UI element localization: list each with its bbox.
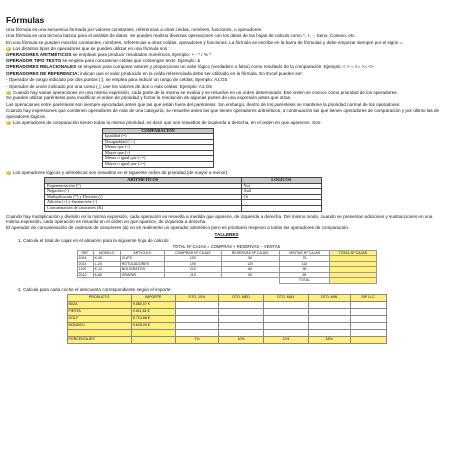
discount-input-cell[interactable] <box>350 322 386 329</box>
column-header: DTO. MAX <box>264 294 309 301</box>
amount-cell: 9.625,00 € <box>131 322 175 329</box>
body-paragraph: Cuando hay expresiones que contienen operadores de más de una categoría, se resuelve antes las que tienen operadores aritméticos, a continuación las que tienen operadores de comparación y por último las de operadores lógicos. <box>6 108 440 119</box>
intro-paragraph: En una fórmula se pueden mezclar constantes, nombres, referencias a otras celdas, operadores y funciones. La fórmula se escribe en la barra de fórmulas y debe empezar siempre por el signo =. <box>6 39 404 45</box>
task-item: 2. Calcula para cada coche el descuento correspondiente según el importe: <box>18 286 172 292</box>
table-cell: Exponenciación (^) <box>45 183 242 189</box>
table-cell: Igualdad (=) <box>103 134 214 140</box>
discount-input-cell[interactable] <box>264 329 309 336</box>
amount-cell: 9.580,07 € <box>131 301 175 308</box>
operator-definition: OPERADORES DE REFERENCIA: indican que el valor producido en la celda referenciada debe ser utilizado en la fórmula. En Excel pueden ser: <box>6 70 303 76</box>
discount-input-cell[interactable] <box>175 301 218 308</box>
discount-input-cell[interactable] <box>175 308 218 315</box>
discount-input-cell[interactable] <box>350 308 386 315</box>
percentage-cell: 11% <box>264 336 309 343</box>
discount-input-cell[interactable] <box>308 322 350 329</box>
reference-item: - Operador de unión indicado por una coma (,), une los valores de dos o más celdas. Ejemplo: A1,G5 <box>6 83 212 89</box>
table-cell: ROTULADORES <box>120 261 164 266</box>
table-header: COMPARACIÓN <box>103 128 214 134</box>
priority-table <box>44 177 322 212</box>
table-row <box>67 301 386 308</box>
discount-input-cell[interactable] <box>175 315 218 322</box>
discount-input-cell[interactable] <box>308 301 350 308</box>
table-cell: K-80 <box>93 272 120 277</box>
table-row <box>67 308 386 315</box>
operator-definition: OPERADORES ARITMÉTICOS se emplean para producir resultados numéricos. Ejemplo: + - * / % ^ <box>6 51 212 57</box>
formula-line: TOTAL Nº CAJAS = COMPRAS + RESERVAS − VENTAS <box>172 243 281 249</box>
column-header: PRODUCTO <box>67 294 131 301</box>
percentage-cell: 10% <box>219 336 264 343</box>
product-cell <box>67 329 131 336</box>
reference-item: - Operador de rango indicado por dos puntos (:), se emplea para indicar un rango de celdas. Ejemplo: A1:G5 <box>6 77 228 83</box>
table-cell: CLIPS <box>120 256 164 261</box>
table-cell: 65 <box>279 272 330 277</box>
table-cell: Menor o igual que (<=) <box>103 156 214 162</box>
column-header: DTO. MIN <box>308 294 350 301</box>
column-header: MODELO <box>93 251 120 256</box>
column-header: RESERVAS Nº CAJAS <box>221 251 279 256</box>
column-header: VENTAS Nº CAJAS <box>279 251 330 256</box>
column-header: DTO. MED <box>219 294 264 301</box>
body-paragraph: Cuando hay multiplicación y división en la misma expresión, cada operación es resuelta a medida que aparece, de izquierda a derecha. Del mismo modo, cuando se presentan adiciones y sustracciones en una misma expresión, cada operación es resuelta en el orden en que aparece, de izquierda a derecha. <box>6 213 433 225</box>
percentage-cell: 7% <box>175 336 218 343</box>
body-paragraph: El operador de concatenación de cadenas de caracteres (&) no es realmente un operador aritmético pero es prioritario respecto a todos los operadores de comparación. <box>6 225 350 231</box>
table-cell <box>131 336 175 343</box>
table-cell <box>350 336 386 343</box>
table-cell: Adición (+) y Sustracción (-) <box>45 200 242 206</box>
amount-cell <box>131 329 175 336</box>
table-cell: 100 <box>165 256 222 261</box>
table-cell: 2012 <box>77 272 93 277</box>
total-label: TOTAL <box>279 278 330 283</box>
table-row <box>45 206 322 212</box>
total-cell[interactable] <box>330 278 376 283</box>
table-cell: 90 <box>279 267 330 272</box>
discount-input-cell[interactable] <box>264 308 309 315</box>
discount-input-cell[interactable] <box>350 315 386 322</box>
page-title: Fórmulas <box>6 15 45 25</box>
operator-definition: OPERADORES RELACIONALES se emplean para comparar valores y proporcionar un valor lógico (verdadero o falso) como resultado de la comparación. Ejemplo: < > = <= >= <> <box>6 64 374 70</box>
percentage-cell: 18% <box>308 336 350 343</box>
bullet-icon <box>6 171 11 175</box>
bullet-icon <box>6 47 11 51</box>
table-cell: 210 <box>165 267 222 272</box>
amount-cell: 8.714,68 € <box>131 315 175 322</box>
discount-input-cell[interactable] <box>219 301 264 308</box>
discount-input-cell[interactable] <box>219 329 264 336</box>
discount-input-cell[interactable] <box>350 301 386 308</box>
table-row <box>67 329 386 336</box>
table-row <box>67 315 386 322</box>
discount-input-cell[interactable] <box>219 322 264 329</box>
discount-input-cell[interactable] <box>175 329 218 336</box>
table-cell: Or <box>241 194 322 200</box>
discount-input-cell[interactable] <box>308 308 350 315</box>
amount-cell: 9.811,84 € <box>131 308 175 315</box>
table-cell: 2014 <box>77 261 93 266</box>
table-cell: 75 <box>279 256 330 261</box>
column-header: TOTAL Nº CAJAS <box>330 251 376 256</box>
discount-input-cell[interactable] <box>175 322 218 329</box>
column-header: COMPRAS Nº CAJAS <box>165 251 222 256</box>
table-cell: And <box>241 189 322 195</box>
boxes-spreadsheet <box>77 250 377 283</box>
bullet-icon <box>6 121 11 125</box>
column-header: IMPORTE <box>131 294 175 301</box>
table-cell: Menor que (<) <box>103 145 214 151</box>
discount-input-cell[interactable] <box>308 315 350 322</box>
bullet-item: Cuando hay varias operaciones en una misma expresión, cada parte de la misma se evalúa y se resuelve en un orden determinado. Ese orden se conoce como prioridad de los operadores. <box>6 90 447 95</box>
task-item: 1. Calcula el total de cajas en el almacén para la siguiente hoja de cálculo: <box>18 238 170 244</box>
product-cell: MONDEO <box>67 322 131 329</box>
table-cell: 110 <box>279 261 330 266</box>
table-header: ARITMÉTICOS <box>45 178 242 184</box>
discount-input-cell[interactable] <box>264 322 309 329</box>
table-cell: Mayor o igual que (>=) <box>103 162 214 168</box>
table-cell: 80 <box>221 267 279 272</box>
table-cell <box>241 206 322 212</box>
table-cell: 110 <box>165 272 222 277</box>
bullet-item: Los operadores lógicos y aritméticos son resueltos en el siguiente orden de prioridad (de mayor a menor): <box>6 170 447 175</box>
discount-spreadsheet <box>67 294 387 344</box>
discount-input-cell[interactable] <box>264 315 309 322</box>
table-cell: Mayor que (>) <box>103 150 214 156</box>
column-header: SIP LLC <box>350 294 386 301</box>
bullet-item: Los distintos tipos de operadores que se pueden utilizar en una fórmula son : <box>6 46 447 51</box>
table-row <box>67 322 386 329</box>
table-cell: 50 <box>221 272 279 277</box>
table-cell: BOLÍGRAFOS <box>120 267 164 272</box>
body-paragraph: Las operaciones entre paréntesis son siempre ejecutadas antes que las que están fuera del paréntesis. Sin embargo, dentro de los paréntesis se mantiene la prioridad normal de los operadores. <box>6 101 401 107</box>
table-cell: 1100 <box>77 267 93 272</box>
table-row <box>103 162 214 168</box>
intro-paragraph: Una fórmula es una técnica básica para el análisis de datos. Se pueden realizar diversas operaciones con los datos de las hojas de cálculo como *, +, -, Seno, Coseno, etc. <box>6 33 356 39</box>
intro-paragraph: Una fórmula es una secuencia formada por valores constantes, referencias a otras celdas, nombres, funciones, u operadores. <box>6 27 263 32</box>
table-cell: Multiplicación (*) y División (/) <box>45 194 242 200</box>
table-cell: Concatenación de caracteres (&) <box>45 206 242 212</box>
table-cell: 50 <box>221 256 279 261</box>
discount-input-cell[interactable] <box>308 329 350 336</box>
product-cell: FIESTA <box>67 308 131 315</box>
discount-input-cell[interactable] <box>219 315 264 322</box>
table-cell: L-25 <box>93 261 120 266</box>
bullet-icon <box>6 91 11 95</box>
percentages-label: PORCENTAJES <box>67 336 131 343</box>
table-cell: Not <box>241 183 322 189</box>
section-heading: TALLERES <box>214 231 239 237</box>
table-cell: Negación (-) <box>45 189 242 195</box>
table-cell: 1024 <box>77 256 93 261</box>
comparison-table <box>102 128 214 168</box>
product-cell: GOLF <box>67 315 131 322</box>
operator-definition: OPERADOR TIPO TEXTO se emplea para concatenar celdas que contengan texto. Ejemplo: & <box>6 58 201 64</box>
bullet-item: Los operadores de comparación tienen todas la misma prioridad, es decir que son resueltos de izquierda a derecha, en el orden en que aparecen. Son: <box>6 120 447 125</box>
discount-input-cell[interactable] <box>219 308 264 315</box>
column-header: ARTÍCULO <box>120 251 164 256</box>
table-cell: K-12 <box>93 267 120 272</box>
product-cell: IBIZA <box>67 301 131 308</box>
table-header: LÓGICOS <box>241 178 322 184</box>
table-cell: Desigualdad (<>) <box>103 139 214 145</box>
column-header: REF <box>77 251 93 256</box>
discount-input-cell[interactable] <box>350 329 386 336</box>
column-header: DTO. 10% <box>175 294 218 301</box>
discount-input-cell[interactable] <box>264 301 309 308</box>
table-cell: GRAPAS <box>120 272 164 277</box>
table-cell: K-40 <box>93 256 120 261</box>
table-cell: 120 <box>221 261 279 266</box>
body-paragraph: Se pueden utilizar paréntesis para modificar el orden de prioridad y forzar la resolución de algunas partes de una expresión antes que otras. <box>6 95 292 101</box>
table-cell: 190 <box>165 261 222 266</box>
